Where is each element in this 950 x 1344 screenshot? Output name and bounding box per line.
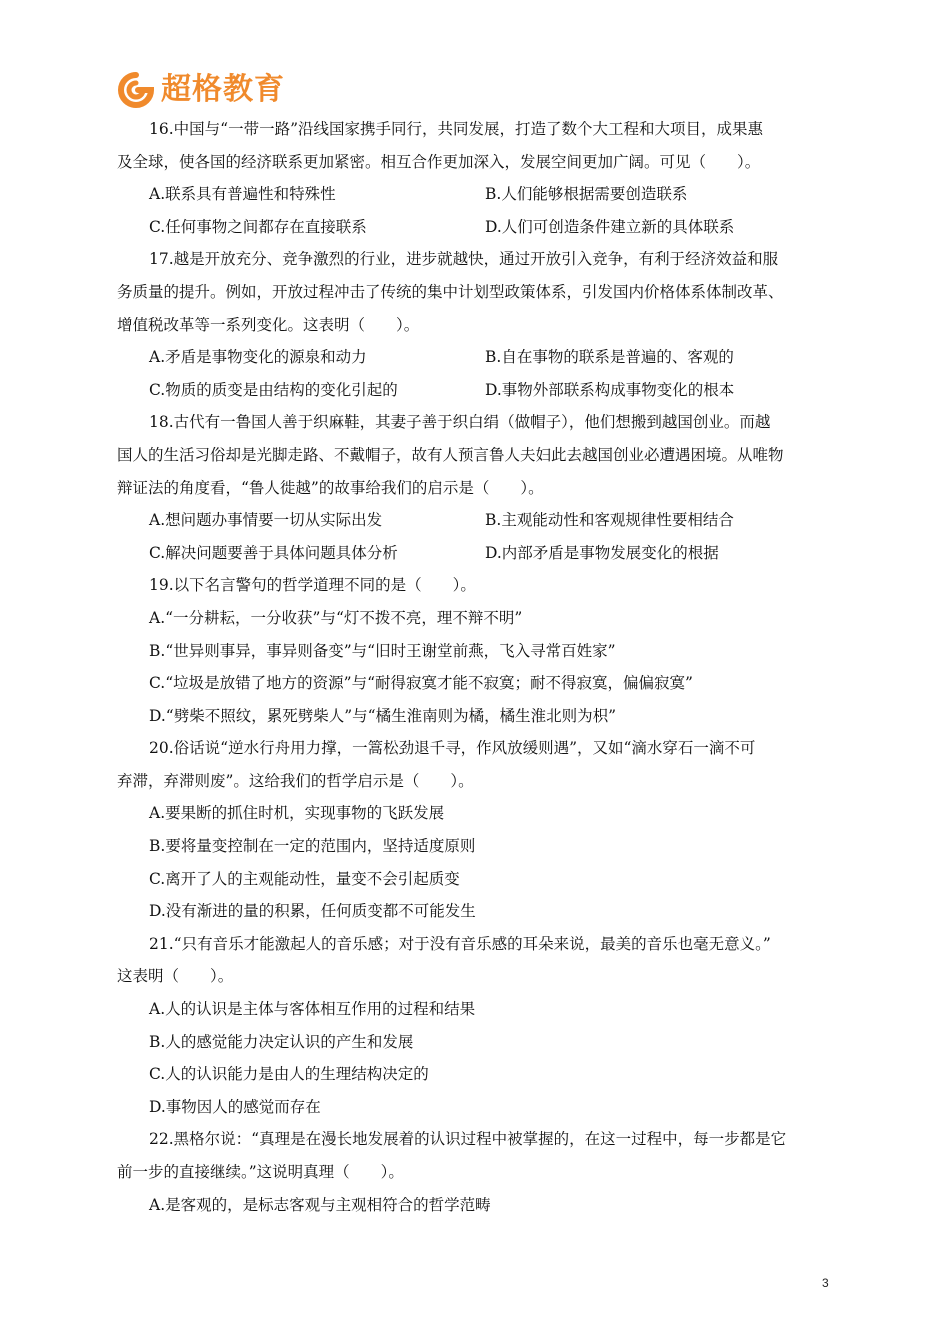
question-20-option-c: C.离开了人的主观能动性，量变不会引起质变 (149, 869, 460, 888)
question-21-line-1: 21.“只有音乐才能激起人的音乐感；对于没有音乐感的耳朵来说，最美的音乐也毫无意义。” (149, 934, 771, 953)
question-18 (117, 406, 837, 569)
question-16-options-row-1 (117, 178, 837, 211)
question-18-line-2: 国人的生活习俗却是光脚走路、不戴帽子，故有人预言鲁人夫妇此去越国创业必遭遇困境。从唯物 (117, 445, 784, 464)
question-16-options-row-2 (117, 211, 837, 244)
question-19 (117, 569, 837, 732)
question-17 (117, 243, 837, 406)
question-17-options-row-1 (117, 341, 837, 374)
question-16 (117, 113, 837, 243)
question-21-option-a: A.人的认识是主体与客体相互作用的过程和结果 (149, 1000, 476, 1019)
question-17-option-a: A.矛盾是事物变化的源泉和动力 (149, 348, 367, 367)
brand-logo (117, 70, 285, 110)
question-17-line-2: 务质量的提升。例如，开放过程冲击了传统的集中计划型政策体系，引发国内价格体系体制改革、 (117, 282, 784, 301)
question-17-option-c: C.物质的质变是由结构的变化引起的 (149, 380, 398, 399)
question-19-option-a: A.“一分耕耘，一分收获”与“灯不拨不亮，理不辩不明” (149, 608, 523, 627)
question-21-option-d: D.事物因人的感觉而存在 (149, 1097, 321, 1116)
question-18-option-d: D.内部矛盾是事物发展变化的根据 (485, 543, 719, 562)
logo-text: 超格教育 (161, 72, 285, 107)
question-21-option-c: C.人的认识能力是由人的生理结构决定的 (149, 1065, 429, 1084)
question-16-option-a: A.联系具有普遍性和特殊性 (149, 185, 336, 204)
question-22-line-1: 22.黑格尔说：“真理是在漫长地发展着的认识过程中被掌握的，在这一过程中，每一步都是它 (149, 1130, 787, 1149)
question-list (117, 113, 837, 1221)
question-19-line-1: 19.以下名言警句的哲学道理不同的是（ ）。 (149, 576, 476, 595)
question-16-option-b: B.人们能够根据需要创造联系 (485, 185, 688, 204)
question-18-options-row-1 (117, 504, 837, 537)
question-21-option-b: B.人的感觉能力决定认识的产生和发展 (149, 1032, 414, 1051)
question-20-option-a: A.要果断的抓住时机，实现事物的飞跃发展 (149, 804, 445, 823)
question-20 (117, 732, 837, 928)
page-number: 3 (822, 1276, 829, 1290)
question-16-option-c: C.任何事物之间都存在直接联系 (149, 217, 367, 236)
question-17-line-1: 17.越是开放充分、竞争激烈的行业，进步就越快，通过开放引入竞争，有利于经济效益和服 (149, 250, 779, 269)
question-17-option-d: D.事物外部联系构成事物变化的根本 (485, 380, 735, 399)
question-20-line-1: 20.俗话说“逆水行舟用力撑，一篙松劲退千寻，作风放缓则遇”，又如“滴水穿石一滴不可 (149, 739, 756, 758)
question-16-line-2: 及全球，使各国的经济联系更加紧密。相互合作更加深入，发展空间更加广阔。可见（ ）。 (117, 152, 761, 171)
question-21-line-2: 这表明（ ）。 (117, 967, 234, 986)
question-18-line-1: 18.古代有一鲁国人善于织麻鞋，其妻子善于织白绢（做帽子），他们想搬到越国创业。而越 (149, 413, 771, 432)
question-17-option-b: B.自在事物的联系是普遍的、客观的 (485, 348, 734, 367)
question-20-option-d: D.没有渐进的量的积累，任何质变都不可能发生 (149, 902, 476, 921)
question-22 (117, 1123, 837, 1221)
question-18-options-row-2 (117, 537, 837, 570)
logo-g-icon (117, 71, 155, 109)
question-22-line-2: 前一步的直接继续。”这说明真理（ ）。 (117, 1163, 404, 1181)
question-16-option-d: D.人们可创造条件建立新的具体联系 (485, 217, 735, 236)
question-16-line-1: 16.中国与“一带一路”沿线国家携手同行，共同发展，打造了数个大工程和大项目，成果惠 (149, 120, 764, 138)
question-17-line-3: 增值税改革等一系列变化。这表明（ ）。 (117, 315, 420, 334)
question-18-option-a: A.想问题办事情要一切从实际出发 (149, 511, 383, 530)
question-17-options-row-2 (117, 374, 837, 407)
question-18-option-c: C.解决问题要善于具体问题具体分析 (149, 543, 398, 562)
question-22-option-a: A.是客观的，是标志客观与主观相符合的哲学范畴 (149, 1195, 491, 1214)
question-18-option-b: B.主观能动性和客观规律性要相结合 (485, 511, 734, 530)
question-19-option-c: C.“垃圾是放错了地方的资源”与“耐得寂寞才能不寂寞；耐不得寂寞，偏偏寂寞” (149, 674, 693, 693)
question-18-line-3: 辩证法的角度看，“鲁人徙越”的故事给我们的启示是（ ）。 (117, 478, 544, 497)
question-21 (117, 928, 837, 1124)
question-19-option-b: B.“世异则事异，事异则备变”与“旧时王谢堂前燕，飞入寻常百姓家” (149, 641, 616, 660)
question-20-line-2: 弃滞，弃滞则废”。这给我们的哲学启示是（ ）。 (117, 771, 474, 790)
question-19-option-d: D.“劈柴不照纹，累死劈柴人”与“橘生淮南则为橘，橘生淮北则为枳” (149, 706, 617, 725)
question-20-option-b: B.要将量变控制在一定的范围内，坚持适度原则 (149, 837, 476, 856)
